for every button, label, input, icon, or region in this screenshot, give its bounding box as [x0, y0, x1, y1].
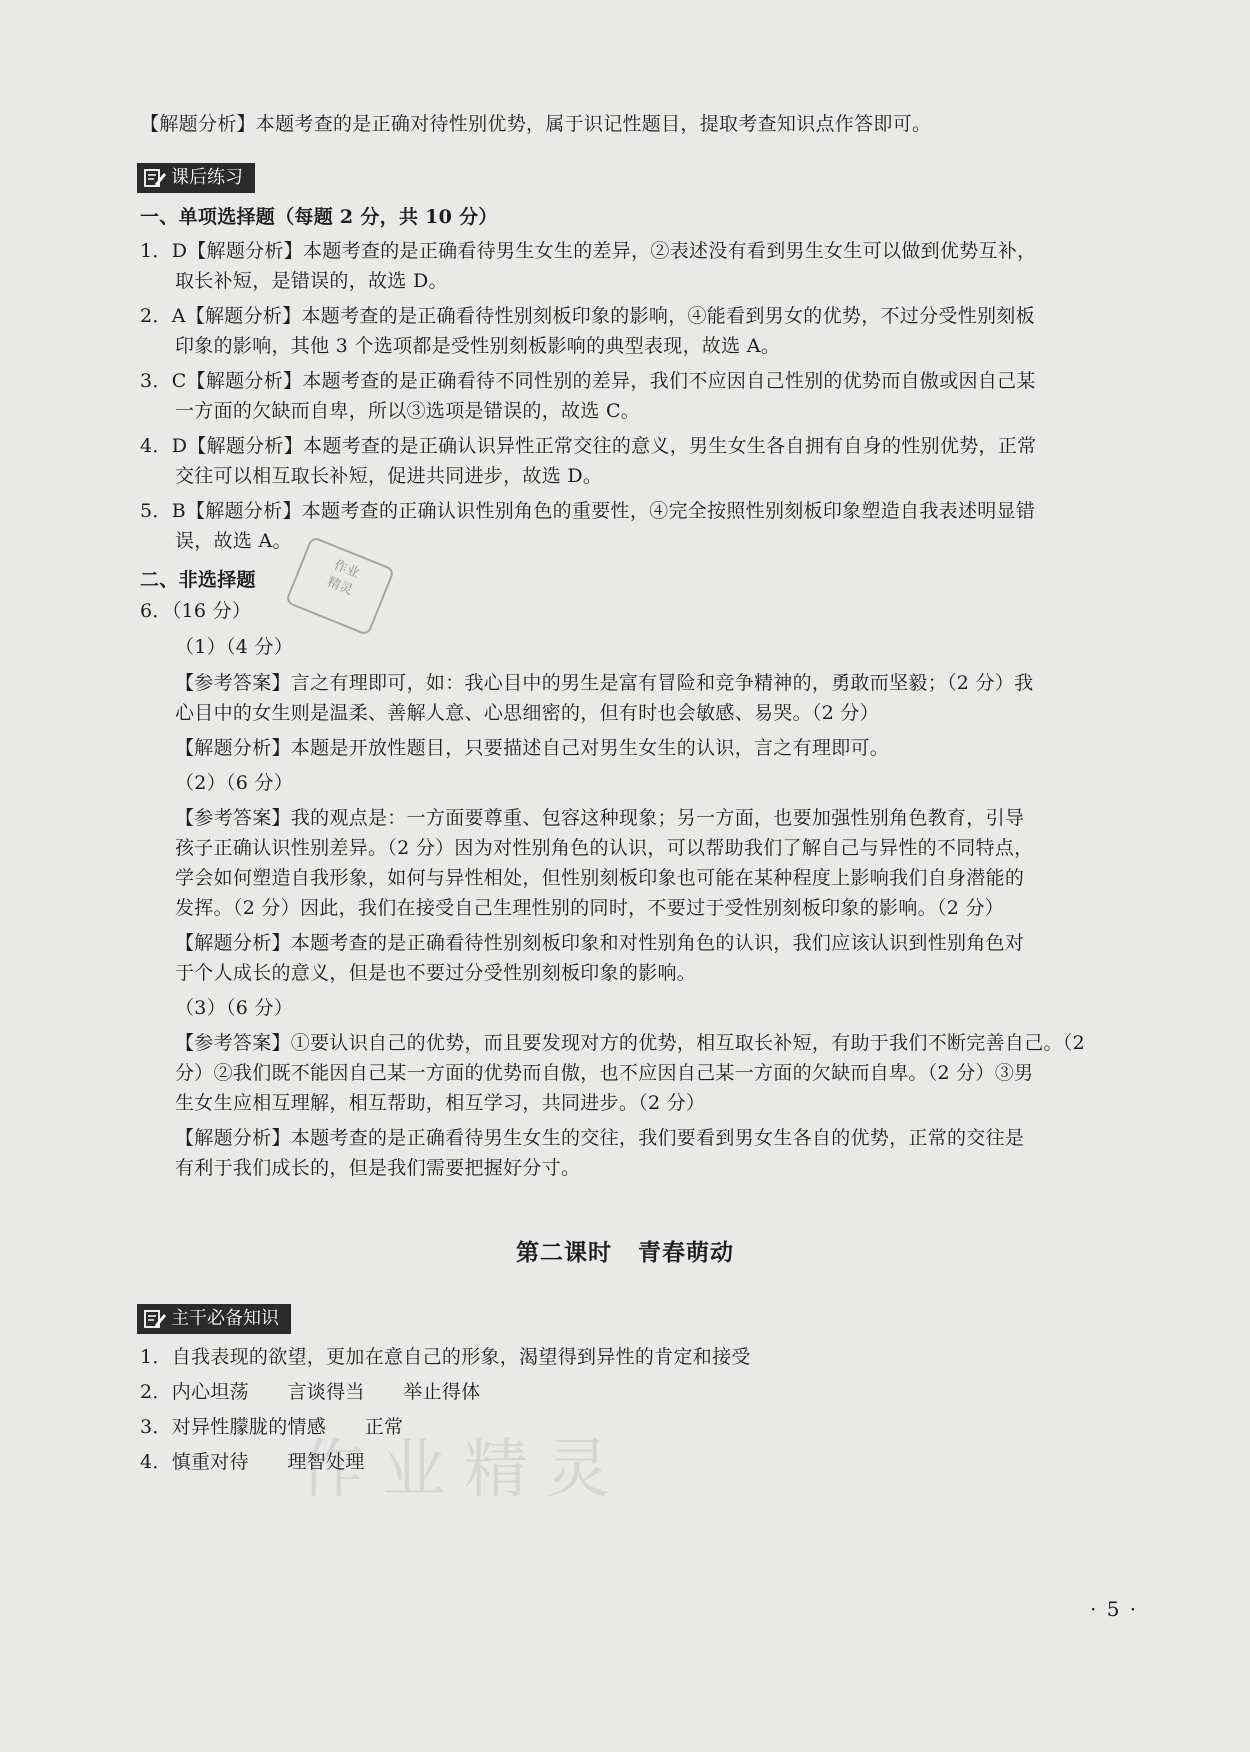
q6-3-analysis-line1: 【解题分析】本题考查的是正确看待男生女生的交往，我们要看到男女生各自的优势，正常的交往是	[175, 1127, 1025, 1149]
q2-line2: 印象的影响，其他 3 个选项都是受性别刻板影响的典型表现，故选 A。	[175, 335, 781, 357]
q5-line2: 误，故选 A。	[175, 530, 292, 552]
q6-2-answer-line3: 学会如何塑造自我形象，如何与异性相处，但性别刻板印象也可能在某种程度上影响我们自身潜能的	[175, 867, 1025, 889]
top-analysis: 【解题分析】本题考查的是正确对待性别优势，属于识记性题目，提取考查知识点作答即可。	[140, 113, 932, 135]
stamp-line1: 作业	[331, 557, 362, 582]
q6-2-analysis-line1: 【解题分析】本题考查的是正确看待性别刻板印象和对性别角色的认识，我们应该认识到性别角色对	[175, 932, 1025, 954]
core-item-4: 4．慎重对待 理智处理	[140, 1451, 365, 1473]
q6-1-label: （1）（4 分）	[175, 636, 294, 658]
part1-heading: 一、单项选择题（每题 2 分，共 10 分）	[140, 206, 498, 228]
q6-2-analysis-line2: 于个人成长的意义，但是也不要过分受性别刻板印象的影响。	[175, 962, 697, 984]
section-core-header	[137, 1304, 291, 1334]
q6-2-answer-line4: 发挥。（2 分）因此，我们在接受自己生理性别的同时，不要过于受性别刻板印象的影响。（2 分）	[175, 897, 1005, 919]
section-practice-title: 课后练习	[171, 167, 243, 188]
q6-3-answer-line3: 生女生应相互理解，相互帮助，相互学习，共同进步。（2 分）	[175, 1092, 706, 1114]
q2-line1: 2．A【解题分析】本题考查的是正确看待性别刻板印象的影响，④能看到男女的优势，不过分受性别刻板	[140, 305, 1035, 327]
q4-line2: 交往可以相互取长补短，促进共同进步，故选 D。	[175, 465, 603, 487]
q6-3-answer-line1: 【参考答案】①要认识自己的优势，而且要发现对方的优势，相互取长补短，有助于我们不断完善自己。（2	[175, 1032, 1085, 1054]
q6-1-answer-line1: 【参考答案】言之有理即可，如：我心目中的男生是富有冒险和竞争精神的，勇敢而坚毅；（2 分）我	[175, 672, 1034, 694]
q6-3-label: （3）（6 分）	[175, 997, 294, 1019]
section-core-title: 主干必备知识	[171, 1308, 279, 1329]
q6-3-analysis-line2: 有利于我们成长的，但是我们需要把握好分寸。	[175, 1157, 581, 1179]
q6-2-answer-line2: 孩子正确认识性别差异。（2 分）因为对性别角色的认识，可以帮助我们了解自己与异性的不同特点，	[175, 837, 1034, 859]
q1-line1: 1．D【解题分析】本题考查的是正确看待男生女生的差异，②表述没有看到男生女生可以做到优势互补，	[140, 240, 1037, 262]
lesson-title	[0, 1234, 1250, 1267]
core-item-2: 2．内心坦荡 言谈得当 举止得体	[140, 1381, 481, 1403]
q3-line2: 一方面的欠缺而自卑，所以③选项是错误的，故选 C。	[175, 400, 641, 422]
lesson-title-part2: 青春萌动	[638, 1240, 734, 1266]
q6-2-answer-line1: 【参考答案】我的观点是：一方面要尊重、包容这种现象；另一方面，也要加强性别角色教育，引导	[175, 807, 1025, 829]
section-practice-header	[137, 163, 255, 193]
stamp-line2: 精灵	[324, 574, 355, 599]
q5-line1: 5．B【解题分析】本题考查的正确认识性别角色的重要性，④完全按照性别刻板印象塑造自我表述明显错	[140, 500, 1036, 522]
pencil-note-icon	[143, 1308, 167, 1330]
q3-line1: 3．C【解题分析】本题考查的是正确看待不同性别的差异，我们不应因自己性别的优势而自傲或因自己某	[140, 370, 1036, 392]
q6-1-analysis: 【解题分析】本题是开放性题目，只要描述自己对男生女生的认识，言之有理即可。	[175, 737, 890, 759]
pencil-note-icon	[143, 167, 167, 189]
core-item-3: 3．对异性朦胧的情感 正常	[140, 1416, 404, 1438]
q4-line1: 4．D【解题分析】本题考查的是正确认识异性正常交往的意义，男生女生各自拥有自身的性别优势，正常	[140, 435, 1037, 457]
q6-2-label: （2）（6 分）	[175, 772, 294, 794]
q6-1-answer-line2: 心目中的女生则是温柔、善解人意、心思细密的，但有时也会敏感、易哭。（2 分）	[175, 702, 880, 724]
page-number: · 5 ·	[1090, 1597, 1139, 1621]
q6-3-answer-line2: 分）②我们既不能因自己某一方面的优势而自傲，也不应因自己某一方面的欠缺而自卑。（2 分）③男	[175, 1062, 1034, 1084]
q6-label: 6．（16 分）	[140, 600, 252, 622]
core-item-1: 1．自我表现的欲望，更加在意自己的形象，渴望得到异性的肯定和接受	[140, 1346, 751, 1368]
lesson-title-part1: 第二课时	[516, 1240, 612, 1266]
part2-heading: 二、非选择题	[140, 569, 256, 591]
watermark: 作业精灵	[300, 1433, 628, 1507]
q1-line2: 取长补短，是错误的，故选 D。	[175, 270, 448, 292]
